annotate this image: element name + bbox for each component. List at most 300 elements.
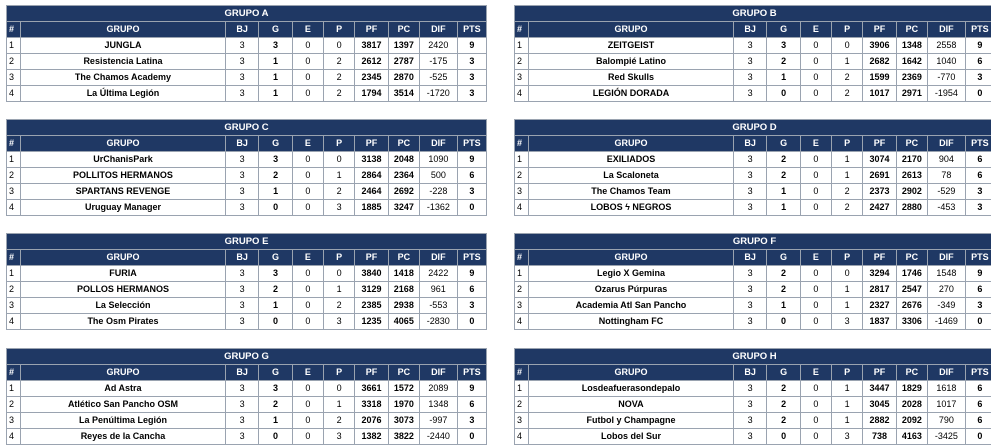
- cell-g: 0: [259, 200, 292, 216]
- cell-e: 0: [800, 152, 831, 168]
- group-title: GRUPO E: [7, 234, 487, 250]
- cell-bj: 3: [225, 54, 258, 70]
- column-header-pc: PC: [896, 250, 927, 266]
- column-header-pc: PC: [388, 365, 419, 381]
- cell-g: 2: [767, 413, 800, 429]
- cell-e: 0: [800, 38, 831, 54]
- cell-pts: 3: [457, 184, 486, 200]
- column-header-pts: PTS: [965, 136, 991, 152]
- cell-g: 3: [259, 38, 292, 54]
- table-row: [515, 314, 991, 330]
- cell-e: 0: [292, 152, 323, 168]
- cell-pf: 2345: [355, 70, 388, 86]
- cell-e: 0: [292, 86, 323, 102]
- cell-pc: 4065: [388, 314, 419, 330]
- column-header-e: E: [800, 365, 831, 381]
- group-title: GRUPO D: [515, 120, 991, 136]
- team-name: La Penúltima Legión: [21, 413, 226, 429]
- cell-pc: 1642: [896, 54, 927, 70]
- team-name: Ozarus Púrpuras: [529, 282, 734, 298]
- cell-e: 0: [292, 298, 323, 314]
- cell-p: 3: [324, 200, 355, 216]
- column-header-g: G: [767, 22, 800, 38]
- team-name: LOBOS ϟ NEGROS: [529, 200, 734, 216]
- cell-e: 0: [800, 200, 831, 216]
- cell-p: 1: [832, 152, 863, 168]
- cell-g: 2: [767, 266, 800, 282]
- group-table-d: [514, 119, 991, 216]
- cell-g: 0: [259, 314, 292, 330]
- cell-g: 1: [767, 184, 800, 200]
- cell-pc: 1970: [388, 397, 419, 413]
- cell-pts: 0: [965, 429, 991, 445]
- cell-e: 0: [292, 70, 323, 86]
- cell-bj: 3: [733, 54, 766, 70]
- cell-pos: 3: [7, 70, 21, 86]
- cell-dif: -175: [419, 54, 457, 70]
- cell-bj: 3: [733, 314, 766, 330]
- cell-pts: 6: [457, 168, 486, 184]
- cell-dif: 1040: [928, 54, 966, 70]
- cell-pf: 2373: [863, 184, 896, 200]
- cell-pts: 9: [457, 381, 486, 397]
- cell-pos: 1: [515, 266, 529, 282]
- cell-e: 0: [292, 38, 323, 54]
- column-header-bj: BJ: [733, 365, 766, 381]
- table-row: [7, 282, 487, 298]
- cell-bj: 3: [225, 70, 258, 86]
- cell-pos: 3: [7, 184, 21, 200]
- cell-pc: 2369: [896, 70, 927, 86]
- cell-pos: 2: [7, 168, 21, 184]
- cell-bj: 3: [225, 381, 258, 397]
- cell-p: 1: [832, 54, 863, 70]
- cell-pf: 2882: [863, 413, 896, 429]
- cell-dif: -1954: [928, 86, 966, 102]
- team-name: Reyes de la Cancha: [21, 429, 226, 445]
- cell-pts: 3: [965, 70, 991, 86]
- cell-pf: 2817: [863, 282, 896, 298]
- group-title-row: [515, 120, 991, 136]
- cell-p: 1: [324, 168, 355, 184]
- cell-p: 0: [324, 266, 355, 282]
- header-row: [515, 250, 991, 266]
- column-header-team: GRUPO: [529, 22, 734, 38]
- cell-p: 1: [832, 381, 863, 397]
- column-header-pf: PF: [863, 136, 896, 152]
- cell-g: 3: [767, 38, 800, 54]
- cell-g: 3: [259, 381, 292, 397]
- table-row: [7, 168, 487, 184]
- cell-dif: 961: [419, 282, 457, 298]
- group-title-row: [515, 6, 991, 22]
- team-name: Ad Astra: [21, 381, 226, 397]
- cell-bj: 3: [733, 397, 766, 413]
- team-name: Nottingham FC: [529, 314, 734, 330]
- cell-pos: 4: [7, 429, 21, 445]
- cell-g: 1: [767, 70, 800, 86]
- group-title-row: [7, 349, 487, 365]
- cell-g: 3: [259, 152, 292, 168]
- column-header-p: P: [832, 136, 863, 152]
- table-row: [7, 70, 487, 86]
- table-row: [7, 381, 487, 397]
- cell-g: 2: [259, 397, 292, 413]
- column-header-pos: #: [7, 22, 21, 38]
- cell-pts: 0: [965, 86, 991, 102]
- cell-bj: 3: [733, 282, 766, 298]
- cell-pc: 1397: [388, 38, 419, 54]
- cell-g: 1: [767, 200, 800, 216]
- cell-e: 0: [292, 381, 323, 397]
- cell-bj: 3: [225, 429, 258, 445]
- column-header-pts: PTS: [457, 365, 486, 381]
- cell-bj: 3: [733, 429, 766, 445]
- cell-pts: 3: [965, 200, 991, 216]
- column-header-pos: #: [515, 22, 529, 38]
- cell-pts: 6: [965, 152, 991, 168]
- cell-pc: 2547: [896, 282, 927, 298]
- cell-dif: 1017: [928, 397, 966, 413]
- team-name: Balompié Latino: [529, 54, 734, 70]
- team-name: Futbol y Champagne: [529, 413, 734, 429]
- cell-pts: 6: [965, 282, 991, 298]
- cell-p: 0: [324, 38, 355, 54]
- column-header-e: E: [800, 250, 831, 266]
- column-header-p: P: [832, 365, 863, 381]
- column-header-dif: DIF: [420, 136, 458, 152]
- cell-pc: 3073: [388, 413, 419, 429]
- cell-pf: 3447: [863, 381, 896, 397]
- table-row: [515, 397, 991, 413]
- cell-p: 3: [324, 429, 355, 445]
- cell-bj: 3: [225, 152, 258, 168]
- cell-e: 0: [800, 168, 831, 184]
- column-header-dif: DIF: [928, 136, 966, 152]
- table-row: [515, 413, 991, 429]
- column-header-dif: DIF: [927, 250, 965, 266]
- cell-e: 0: [292, 282, 323, 298]
- cell-g: 1: [767, 298, 800, 314]
- cell-bj: 3: [733, 70, 766, 86]
- group-table-f: [514, 233, 991, 330]
- cell-pos: 1: [7, 266, 21, 282]
- cell-p: 1: [832, 397, 863, 413]
- cell-bj: 3: [225, 413, 258, 429]
- cell-pf: 2076: [355, 413, 388, 429]
- cell-g: 2: [767, 381, 800, 397]
- cell-dif: 2422: [419, 266, 457, 282]
- column-header-pf: PF: [863, 22, 896, 38]
- column-header-dif: DIF: [419, 365, 457, 381]
- cell-dif: -529: [928, 184, 966, 200]
- cell-bj: 3: [225, 38, 258, 54]
- cell-dif: 2089: [419, 381, 457, 397]
- cell-pc: 1418: [388, 266, 419, 282]
- cell-pts: 9: [965, 266, 991, 282]
- cell-pf: 1599: [863, 70, 896, 86]
- column-header-p: P: [832, 22, 863, 38]
- column-header-pts: PTS: [457, 22, 486, 38]
- table-row: [7, 54, 487, 70]
- team-name: POLLITOS HERMANOS: [21, 168, 226, 184]
- cell-e: 0: [800, 413, 831, 429]
- team-name: La Scaloneta: [529, 168, 734, 184]
- cell-pts: 6: [965, 397, 991, 413]
- cell-g: 1: [259, 54, 292, 70]
- team-name: La Última Legión: [21, 86, 226, 102]
- cell-e: 0: [292, 429, 323, 445]
- column-header-pc: PC: [896, 365, 927, 381]
- header-row: [515, 365, 991, 381]
- column-header-team: GRUPO: [21, 136, 226, 152]
- table-row: [515, 200, 991, 216]
- column-header-p: P: [324, 250, 355, 266]
- cell-pts: 0: [965, 314, 991, 330]
- group-table-b: [514, 5, 991, 102]
- cell-pc: 2692: [388, 184, 419, 200]
- cell-bj: 3: [225, 266, 258, 282]
- cell-bj: 3: [225, 168, 258, 184]
- cell-pos: 1: [7, 152, 21, 168]
- table-row: [515, 38, 991, 54]
- cell-dif: -349: [927, 298, 965, 314]
- cell-dif: 1090: [420, 152, 458, 168]
- cell-pf: 2682: [863, 54, 896, 70]
- cell-p: 2: [324, 184, 355, 200]
- table-row: [7, 38, 487, 54]
- table-row: [7, 397, 487, 413]
- group-title: GRUPO B: [515, 6, 991, 22]
- column-header-bj: BJ: [225, 250, 258, 266]
- cell-bj: 3: [733, 38, 766, 54]
- cell-pts: 3: [457, 86, 486, 102]
- cell-g: 2: [767, 397, 800, 413]
- cell-pc: 2880: [896, 200, 927, 216]
- team-name: Academia Atl San Pancho: [529, 298, 734, 314]
- cell-pf: 2385: [355, 298, 388, 314]
- column-header-team: GRUPO: [529, 136, 734, 152]
- cell-pc: 2787: [388, 54, 419, 70]
- team-name: JUNGLA: [21, 38, 226, 54]
- column-header-team: GRUPO: [529, 250, 734, 266]
- cell-pf: 1235: [355, 314, 388, 330]
- cell-p: 0: [832, 38, 863, 54]
- table-row: [515, 298, 991, 314]
- column-header-pts: PTS: [965, 365, 991, 381]
- column-header-g: G: [767, 250, 800, 266]
- cell-p: 1: [832, 298, 863, 314]
- cell-e: 0: [292, 413, 323, 429]
- cell-bj: 3: [733, 298, 766, 314]
- cell-g: 0: [767, 429, 800, 445]
- cell-pos: 1: [7, 38, 21, 54]
- cell-e: 0: [800, 381, 831, 397]
- table-row: [7, 413, 487, 429]
- cell-dif: 1348: [419, 397, 457, 413]
- cell-pts: 3: [965, 298, 991, 314]
- column-header-team: GRUPO: [529, 365, 734, 381]
- team-name: LEGIÓN DORADA: [529, 86, 734, 102]
- cell-g: 2: [767, 168, 800, 184]
- cell-pos: 3: [515, 413, 529, 429]
- table-row: [515, 152, 991, 168]
- column-header-dif: DIF: [419, 250, 457, 266]
- cell-pc: 4163: [896, 429, 927, 445]
- cell-bj: 3: [225, 184, 258, 200]
- table-row: [7, 86, 487, 102]
- cell-bj: 3: [733, 381, 766, 397]
- cell-pf: 3906: [863, 38, 896, 54]
- cell-pc: 1572: [388, 381, 419, 397]
- table-row: [515, 184, 991, 200]
- cell-e: 0: [800, 86, 831, 102]
- cell-dif: -553: [419, 298, 457, 314]
- cell-p: 2: [832, 184, 863, 200]
- cell-e: 0: [800, 314, 831, 330]
- column-header-team: GRUPO: [21, 365, 226, 381]
- group-table-e: [6, 233, 487, 330]
- cell-dif: 2558: [928, 38, 966, 54]
- cell-pc: 1348: [896, 38, 927, 54]
- cell-p: 1: [324, 397, 355, 413]
- cell-pts: 0: [457, 429, 486, 445]
- cell-g: 1: [259, 413, 292, 429]
- cell-pts: 6: [965, 413, 991, 429]
- team-name: Losdeafuerasondepalo: [529, 381, 734, 397]
- cell-p: 0: [324, 152, 355, 168]
- cell-dif: -1720: [419, 86, 457, 102]
- cell-pos: 1: [515, 38, 529, 54]
- cell-pos: 4: [515, 86, 529, 102]
- cell-pc: 1746: [896, 266, 927, 282]
- cell-pos: 2: [7, 54, 21, 70]
- cell-p: 1: [832, 282, 863, 298]
- column-header-team: GRUPO: [21, 22, 226, 38]
- column-header-bj: BJ: [225, 22, 258, 38]
- column-header-pf: PF: [355, 365, 388, 381]
- cell-pos: 2: [515, 168, 529, 184]
- cell-dif: -1362: [420, 200, 458, 216]
- cell-pf: 2612: [355, 54, 388, 70]
- cell-pos: 3: [7, 413, 21, 429]
- cell-pf: 2427: [863, 200, 896, 216]
- cell-bj: 3: [733, 168, 766, 184]
- team-name: The Chamos Academy: [21, 70, 226, 86]
- table-row: [515, 266, 991, 282]
- column-header-bj: BJ: [225, 365, 258, 381]
- column-header-bj: BJ: [733, 22, 766, 38]
- column-header-pos: #: [7, 250, 21, 266]
- table-row: [515, 70, 991, 86]
- cell-pf: 3840: [355, 266, 388, 282]
- cell-pc: 3514: [388, 86, 419, 102]
- cell-pc: 3247: [388, 200, 419, 216]
- cell-pos: 2: [7, 397, 21, 413]
- group-title: GRUPO C: [7, 120, 487, 136]
- table-row: [515, 381, 991, 397]
- cell-bj: 3: [733, 413, 766, 429]
- column-header-e: E: [292, 365, 323, 381]
- cell-pos: 2: [515, 282, 529, 298]
- cell-bj: 3: [733, 184, 766, 200]
- table-row: [7, 314, 487, 330]
- cell-pf: 2327: [863, 298, 896, 314]
- cell-p: 0: [832, 266, 863, 282]
- group-title: GRUPO H: [515, 349, 991, 365]
- cell-e: 0: [292, 54, 323, 70]
- cell-bj: 3: [733, 86, 766, 102]
- cell-dif: 270: [927, 282, 965, 298]
- cell-pts: 3: [457, 298, 486, 314]
- table-row: [515, 54, 991, 70]
- cell-pc: 2364: [388, 168, 419, 184]
- column-header-pts: PTS: [457, 250, 486, 266]
- cell-pts: 6: [457, 397, 486, 413]
- cell-p: 2: [832, 70, 863, 86]
- group-title-row: [7, 234, 487, 250]
- table-row: [7, 266, 487, 282]
- cell-pts: 3: [457, 70, 486, 86]
- column-header-pf: PF: [355, 22, 388, 38]
- column-header-bj: BJ: [225, 136, 258, 152]
- cell-dif: 790: [928, 413, 966, 429]
- column-header-e: E: [292, 22, 323, 38]
- cell-pos: 2: [7, 282, 21, 298]
- header-row: [515, 136, 991, 152]
- cell-pc: 2168: [388, 282, 419, 298]
- cell-p: 2: [832, 86, 863, 102]
- cell-pts: 6: [965, 381, 991, 397]
- group-table-a: [6, 5, 487, 102]
- cell-pos: 2: [515, 397, 529, 413]
- cell-bj: 3: [225, 314, 258, 330]
- group-table-c: [6, 119, 487, 216]
- cell-pc: 2028: [896, 397, 927, 413]
- cell-e: 0: [800, 54, 831, 70]
- cell-e: 0: [292, 168, 323, 184]
- cell-g: 0: [767, 86, 800, 102]
- column-header-pc: PC: [896, 136, 927, 152]
- column-header-e: E: [292, 136, 323, 152]
- team-name: EXILIADOS: [529, 152, 734, 168]
- cell-pts: 0: [457, 314, 486, 330]
- cell-pf: 3138: [355, 152, 388, 168]
- cell-dif: -453: [928, 200, 966, 216]
- cell-pf: 3129: [355, 282, 388, 298]
- column-header-pf: PF: [863, 365, 896, 381]
- team-name: UrChanisPark: [21, 152, 226, 168]
- cell-pf: 3318: [355, 397, 388, 413]
- cell-pos: 3: [515, 184, 529, 200]
- column-header-e: E: [800, 136, 831, 152]
- cell-p: 3: [832, 429, 863, 445]
- column-header-g: G: [259, 136, 292, 152]
- cell-dif: -997: [419, 413, 457, 429]
- table-row: [7, 184, 487, 200]
- cell-pf: 2691: [863, 168, 896, 184]
- cell-pts: 6: [457, 282, 486, 298]
- cell-bj: 3: [225, 200, 258, 216]
- cell-e: 0: [292, 184, 323, 200]
- cell-bj: 3: [225, 298, 258, 314]
- group-title: GRUPO G: [7, 349, 487, 365]
- cell-dif: 904: [928, 152, 966, 168]
- column-header-pf: PF: [355, 250, 388, 266]
- cell-pc: 1829: [896, 381, 927, 397]
- cell-p: 3: [832, 314, 863, 330]
- cell-p: 3: [324, 314, 355, 330]
